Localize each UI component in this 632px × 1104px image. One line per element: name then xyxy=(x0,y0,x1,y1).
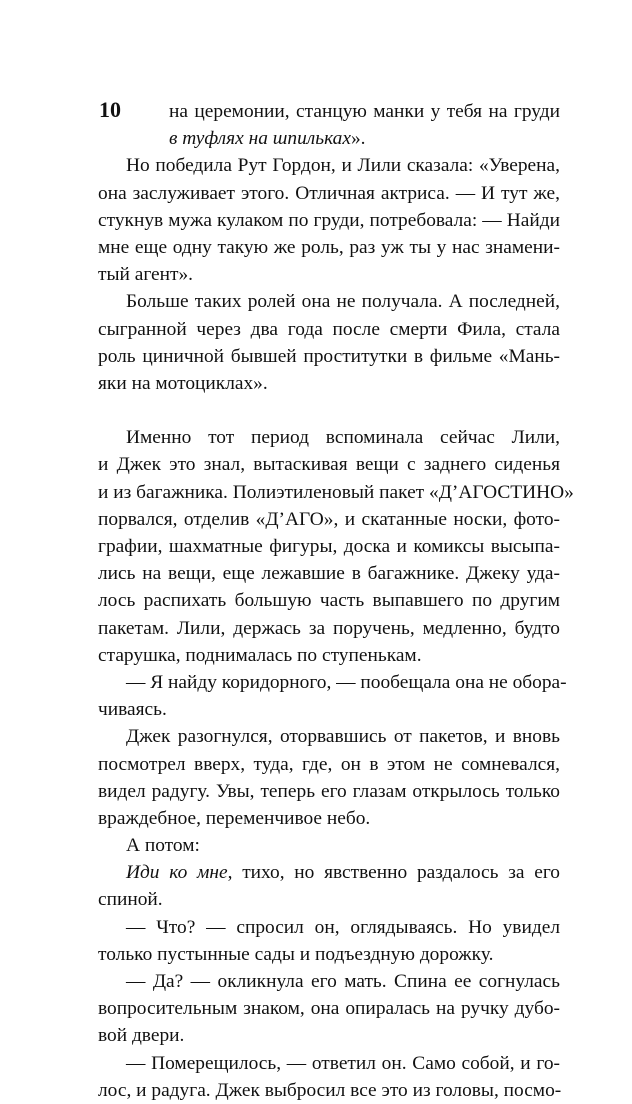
text-line: лись на вещи, еще лежавшие в багажнике. Джеку уда- xyxy=(98,563,560,585)
text-line: в туфлях на шпильках». xyxy=(169,128,366,150)
text-line: А потом: xyxy=(126,835,200,857)
text-line: — Да? — окликнула его мать. Спина ее согнулась xyxy=(126,971,560,992)
text-line: чиваясь. xyxy=(98,699,167,721)
text-line: Джек разогнулся, оторвавшись от пакетов, и вновь xyxy=(126,726,560,748)
text-line: стукнув мужа кулаком по груди, потребовала: — Найди xyxy=(98,209,560,231)
text-line: — Что? — спросил он, оглядываясь. Но увидел xyxy=(126,916,560,938)
text-line: на церемонии, станцую манки у тебя на груди xyxy=(169,101,560,122)
text-line: видел радугу. Увы, теперь его глазам открылось только xyxy=(98,780,560,802)
text-line: порвался, отделив «Д’АГО», и скатанные носки, фото- xyxy=(98,508,560,530)
text-line: посмотрел вверх, туда, где, он в этом не сомневался, xyxy=(98,753,560,775)
text-line: — Померещилось, — ответил он. Само собой, и го- xyxy=(126,1052,560,1074)
text-line: и Джек это знал, вытаскивая вещи с заднего сиденья xyxy=(98,454,560,476)
text-line: Иди ко мне, тихо, но явственно раздалось за его xyxy=(126,862,560,884)
text-line: спиной. xyxy=(98,889,163,911)
text-line: вопросительным знаком, она опиралась на ручку дубо- xyxy=(98,998,560,1020)
text-line: она заслуживает этого. Отличная актриса. — И тут же, xyxy=(98,182,560,204)
body-text xyxy=(98,98,574,1104)
text-line: мне еще одну такую же роль, раз уж ты у нас знамени- xyxy=(98,236,560,258)
text-line: графии, шахматные фигуры, доска и комиксы высыпа- xyxy=(98,536,560,557)
text-line: пакетам. Лили, держась за поручень, медленно, будто xyxy=(98,617,560,639)
text-line: и из багажника. Полиэтиленовый пакет «Д’АГОСТИНО» xyxy=(98,481,574,503)
text-line: враждебное, переменчивое небо. xyxy=(98,807,371,829)
text-line: только пустынные сады и подъездную дорожку. xyxy=(98,943,494,965)
text-line: Больше таких ролей она не получала. А последней, xyxy=(126,291,560,313)
text-line: лось распихать большую часть выпавшего по другим xyxy=(98,590,560,612)
text-line: Но победила Рут Гордон, и Лили сказала: «Уверена, xyxy=(126,155,560,177)
text-line: вой двери. xyxy=(98,1025,185,1047)
text-line: яки на мотоциклах». xyxy=(98,372,268,394)
text-line: сыгранной через два года после смерти Фила, стала xyxy=(98,318,560,340)
text-line: роль циничной бывшей проститутки в фильме «Мань- xyxy=(98,345,560,367)
text-line: тый агент». xyxy=(98,264,194,286)
text-line: — Я найду коридорного, — пообещала она не обора- xyxy=(126,671,567,693)
text-line: лос, и радуга. Джек выбросил все это из головы, посмо- xyxy=(98,1079,562,1101)
text-line: Именно тот период вспоминала сейчас Лили, xyxy=(126,427,560,449)
page-number: 10 xyxy=(99,97,121,122)
text-line: старушка, поднималась по ступенькам. xyxy=(98,644,422,666)
paragraph-gap xyxy=(98,397,560,424)
